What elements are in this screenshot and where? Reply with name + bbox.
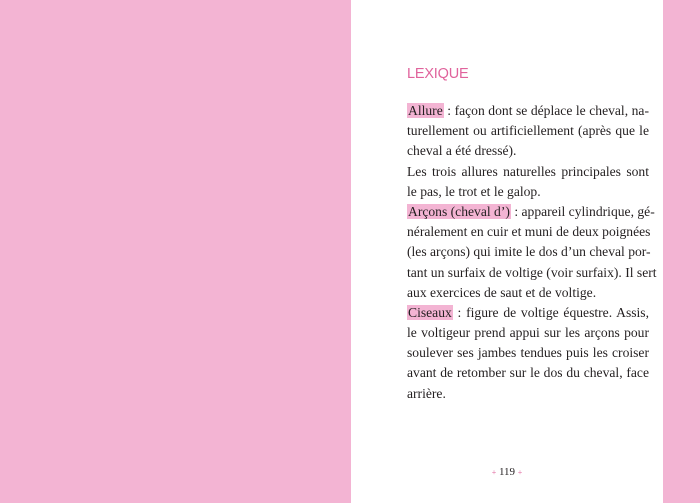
text-line — [407, 283, 649, 303]
text-line — [407, 202, 655, 222]
text-line — [407, 162, 649, 182]
text-line — [407, 343, 649, 363]
line-text: arrière. — [407, 385, 446, 401]
text-line — [407, 384, 649, 404]
line-text: le pas, le trot et le galop. — [407, 183, 541, 199]
ornament-left: + — [491, 468, 497, 477]
text-line — [407, 101, 649, 121]
line-text: turellement ou artificiellement (après que le — [407, 123, 649, 139]
glossary-text — [407, 101, 657, 404]
line-text: néralement en cuir et muni de deux poignées — [407, 224, 651, 240]
line-text: tant un surfaix de voltige (voir surfaix). Il sert — [407, 264, 657, 280]
text-line — [407, 263, 657, 283]
glossary-term: Ciseaux — [408, 304, 452, 320]
page-number — [351, 466, 663, 478]
text-line — [407, 242, 649, 262]
line-text: : façon dont se déplace le cheval, na- — [443, 103, 649, 118]
line-text: : figure de voltige équestre. Assis, — [452, 304, 649, 320]
line-text: : appareil cylindrique, gé- — [510, 203, 655, 219]
text-line — [407, 303, 649, 323]
text-line — [407, 141, 649, 161]
page-number-value: 119 — [498, 466, 516, 478]
text-line — [407, 121, 649, 141]
book-page — [351, 0, 663, 503]
glossary-term: Allure — [408, 103, 443, 118]
line-text: (les arçons) qui imite le dos d’un cheval por- — [407, 244, 651, 260]
line-text: le voltigeur prend appui sur les arçons pour — [407, 325, 649, 341]
line-text: aux exercices de saut et de voltige. — [407, 284, 597, 300]
line-text: cheval a été dressé). — [407, 143, 517, 159]
text-line — [407, 363, 649, 383]
ornament-right: + — [517, 468, 523, 477]
page-heading: LEXIQUE — [407, 66, 469, 82]
line-text: avant de retomber sur le dos du cheval, face — [407, 365, 649, 381]
text-line — [407, 222, 649, 242]
glossary-term: Arçons (cheval d’) — [408, 203, 510, 219]
text-line — [407, 323, 649, 343]
right-page-edge — [663, 0, 700, 503]
line-text: soulever ses jambes tendues puis les croiser — [407, 345, 649, 361]
text-line — [407, 182, 649, 202]
line-text: Les trois allures naturelles principales sont — [407, 163, 649, 179]
